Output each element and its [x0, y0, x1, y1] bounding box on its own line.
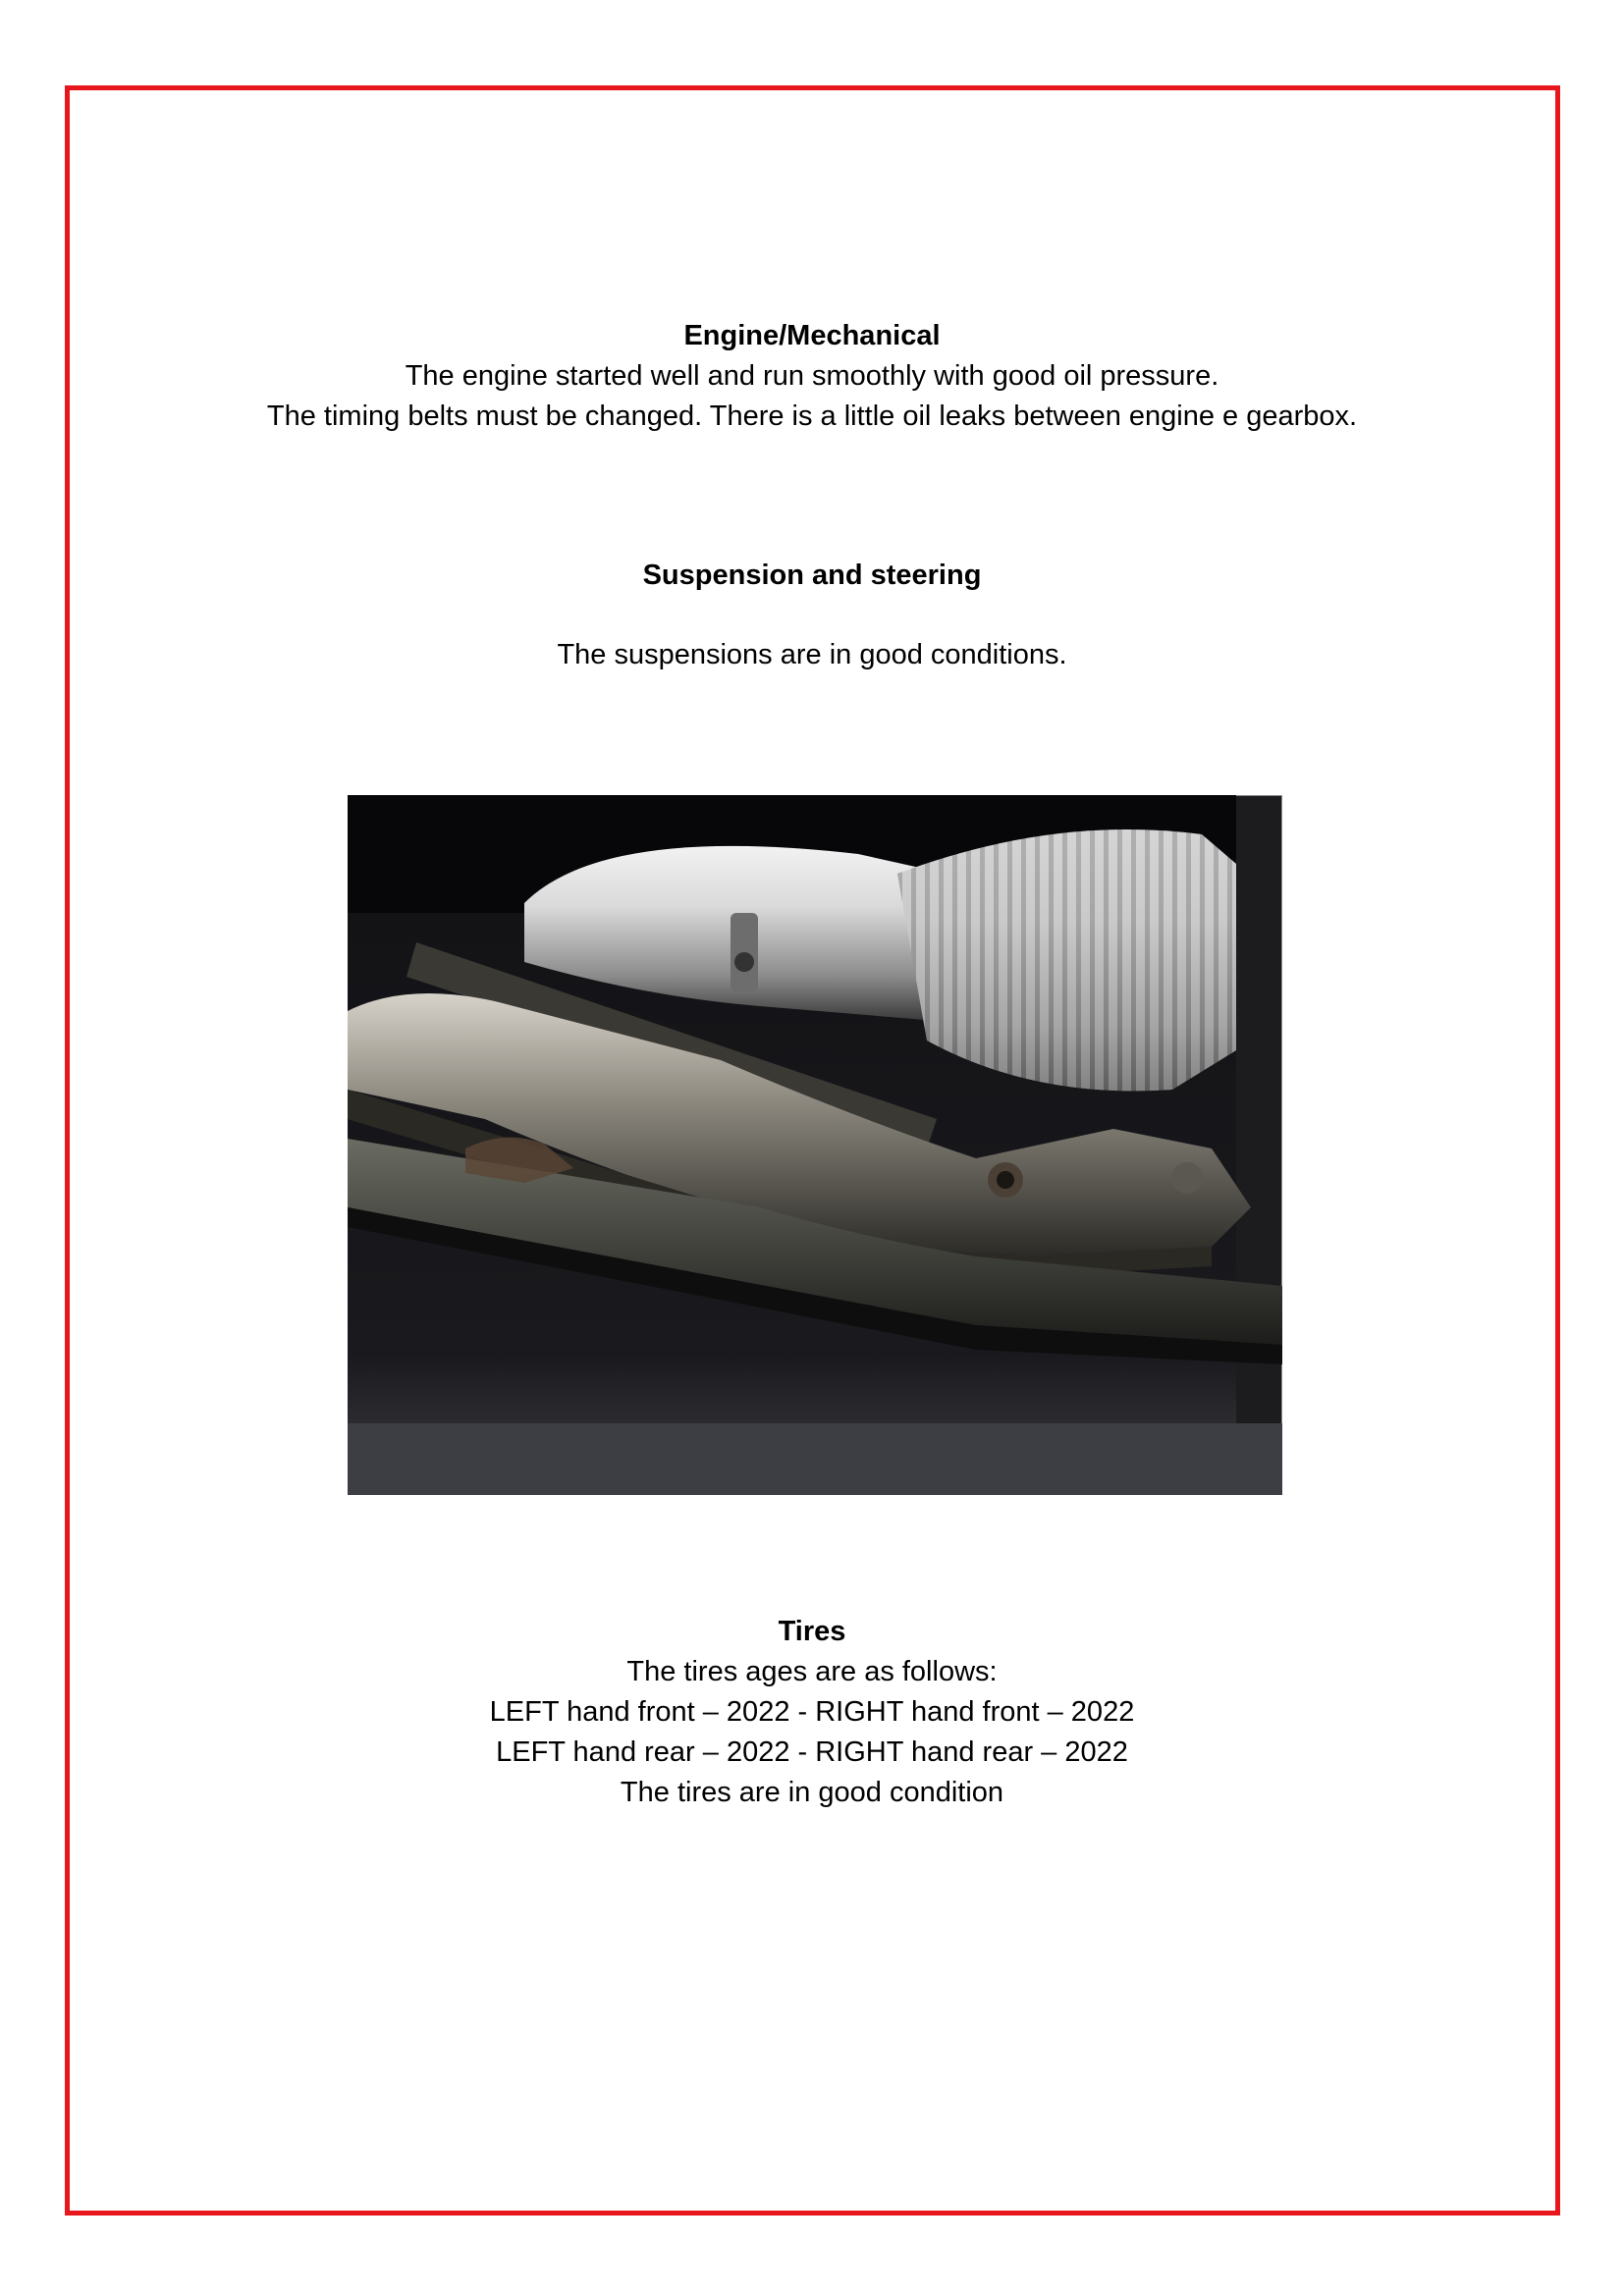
tires-line-2: LEFT hand front – 2022 - RIGHT hand front – 2022 — [489, 1696, 1135, 1728]
engine-line-1: The engine started well and run smoothly with good oil pressure. — [405, 360, 1219, 392]
tires-line-1: The tires ages are as follows: — [626, 1656, 998, 1687]
tires-line-3: LEFT hand rear – 2022 - RIGHT hand rear – 2022 — [496, 1736, 1128, 1768]
suspension-section — [0, 556, 1624, 675]
underbody-suspension-photo — [348, 795, 1282, 1495]
engine-line-2: The timing belts must be changed. There is a little oil leaks between engine e gearbox. — [266, 400, 1358, 432]
suspension-title: Suspension and steering — [642, 560, 982, 591]
tires-line-4: The tires are in good condition — [620, 1777, 1004, 1808]
tires-title: Tires — [778, 1616, 846, 1647]
tires-section — [0, 1612, 1624, 1813]
radiator-fins — [1236, 795, 1282, 1495]
engine-section — [0, 316, 1624, 437]
suspension-text: The suspensions are in good conditions. — [557, 639, 1067, 670]
engine-title: Engine/Mechanical — [683, 320, 941, 351]
